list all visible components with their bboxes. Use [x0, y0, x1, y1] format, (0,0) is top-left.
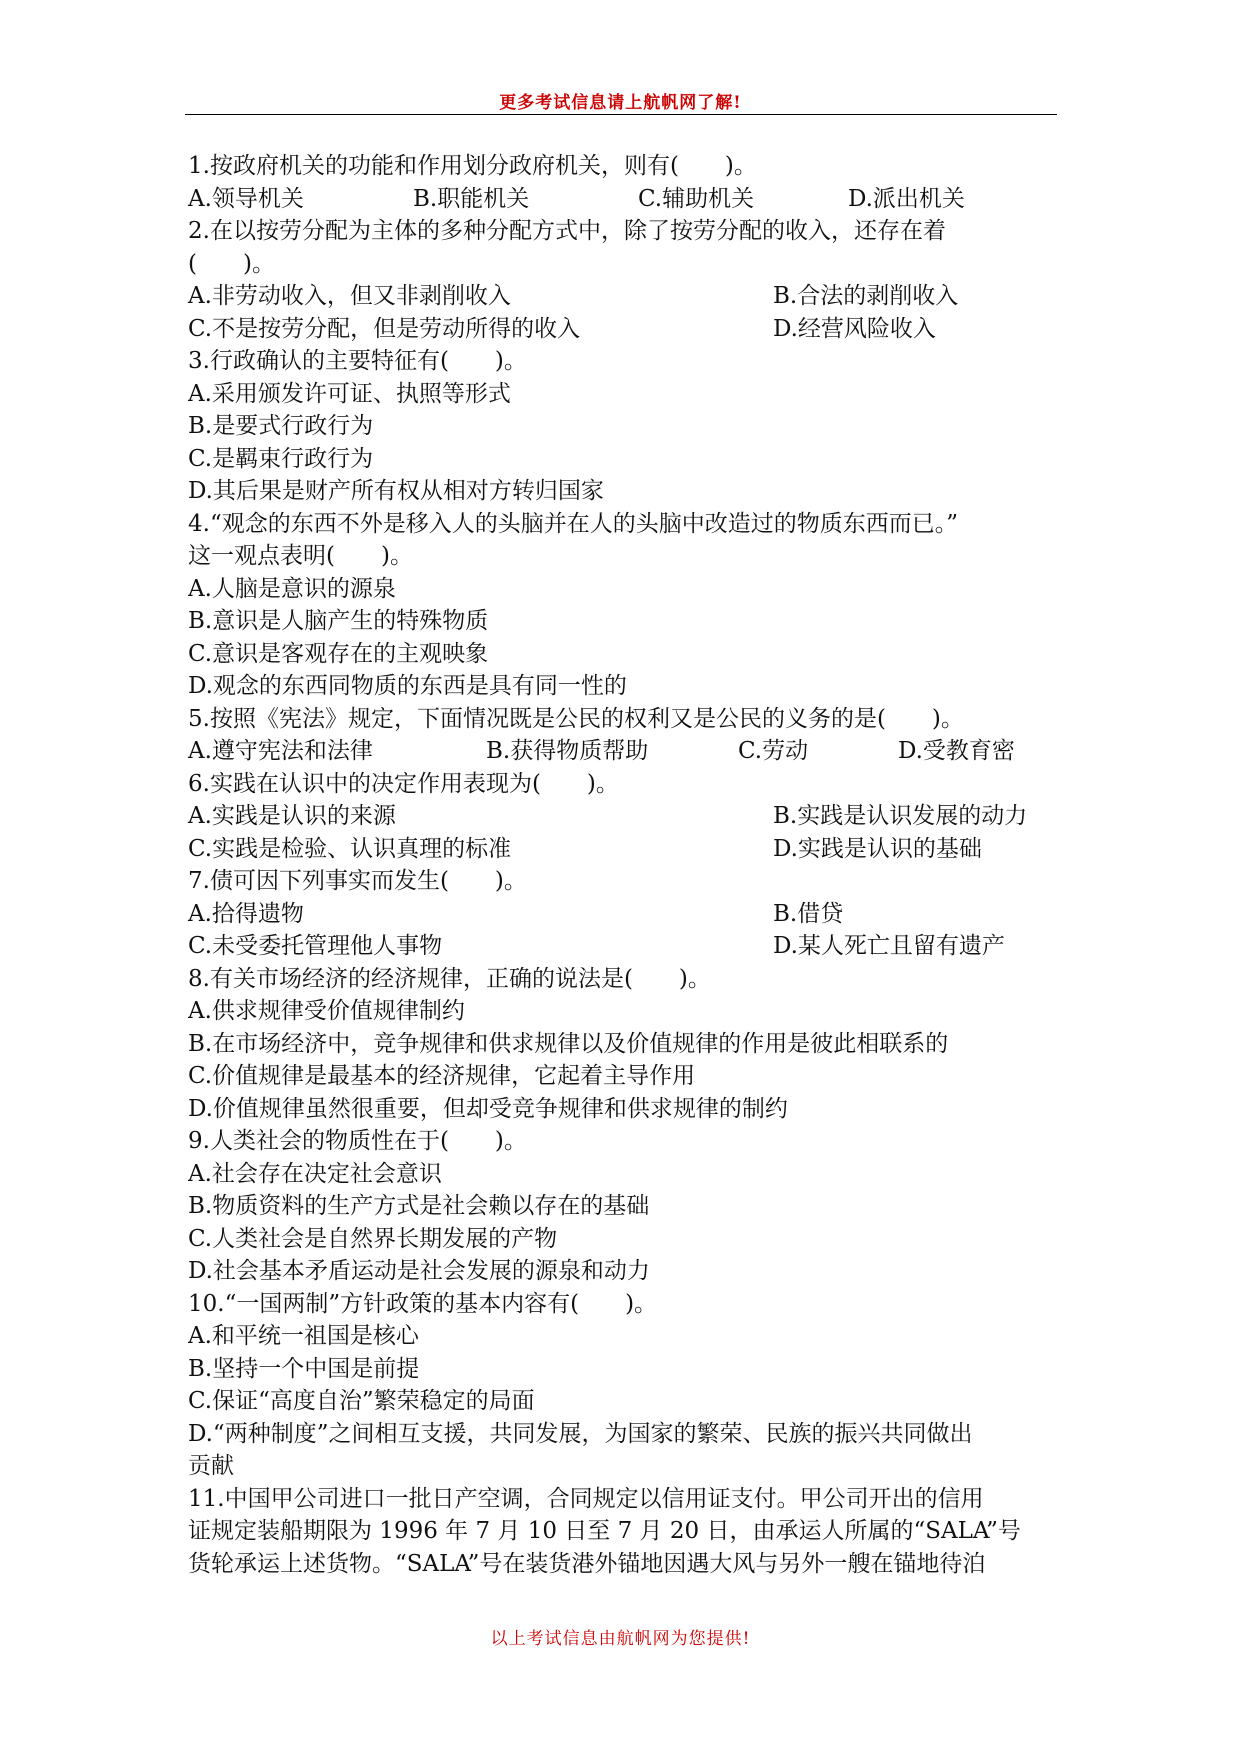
- question-2-stem-cont: ( )。: [188, 250, 275, 277]
- option-d: D.社会基本矛盾运动是社会发展的源泉和动力: [188, 1258, 650, 1284]
- question-6-stem: 6.实践在认识中的决定作用表现为( )。: [188, 770, 619, 797]
- option-c: C.价值规律是最基本的经济规律，它起着主导作用: [188, 1063, 696, 1089]
- question-4-stem: 4.“观念的东西不外是移入人的头脑并在人的头脑中改造过的物质东西而已。”: [188, 510, 958, 537]
- option-a: A.非劳动收入，但又非剥削收入: [188, 283, 511, 309]
- question-5-options: [188, 735, 1060, 768]
- option-b: B.是要式行政行为: [188, 413, 374, 439]
- option-d: D.受教育密: [898, 738, 1015, 764]
- option-a: A.和平统一祖国是核心: [188, 1323, 419, 1349]
- question-5-stem: 5.按照《宪法》规定，下面情况既是公民的权利又是公民的义务的是( )。: [188, 705, 964, 732]
- page-footer-text: 以上考试信息由航帆网为您提供!: [490, 1629, 751, 1649]
- question-list: [188, 150, 1060, 1580]
- question-11-stem-line3: 货轮承运上述货物。“SALA”号在装货港外锚地因遇大风与另外一艘在锚地待泊: [188, 1550, 986, 1577]
- option-d: D.价值规律虽然很重要，但却受竞争规律和供求规律的制约: [188, 1095, 788, 1122]
- option-a: A.领导机关: [188, 185, 304, 212]
- option-c: C.保证“高度自治”繁荣稳定的局面: [188, 1388, 535, 1414]
- option-c: C.意识是客观存在的主观映象: [188, 640, 489, 667]
- option-a: A.实践是认识的来源: [188, 803, 396, 829]
- question-7-options-row1: [188, 898, 1060, 931]
- option-b: B.合法的剥削收入: [773, 283, 959, 309]
- option-b: B.实践是认识发展的动力: [773, 803, 1028, 829]
- question-2-options-row1: [188, 280, 1060, 313]
- option-c: C.未受委托管理他人事物: [188, 933, 443, 959]
- option-d: D.实践是认识的基础: [773, 835, 982, 862]
- question-7-options-row2: [188, 930, 1060, 963]
- question-7-stem: 7.债可因下列事实而发生( )。: [188, 868, 527, 894]
- option-d: D.经营风险收入: [773, 315, 936, 342]
- option-c: C.辅助机关: [638, 185, 755, 212]
- option-a: A.社会存在决定社会意识: [188, 1160, 442, 1187]
- option-d: D.派出机关: [848, 185, 965, 212]
- question-11-stem-line2: 证规定装船期限为 1996 年 7 月 10 日至 7 月 20 日，由承运人所属的“SALA”号: [188, 1518, 1021, 1544]
- question-2-options-row2: [188, 313, 1060, 346]
- option-a: A.采用颁发许可证、执照等形式: [188, 380, 511, 407]
- option-c: C.劳动: [738, 738, 809, 764]
- option-b: B.物质资料的生产方式是社会赖以存在的基础: [188, 1193, 650, 1219]
- option-d: D.某人死亡且留有遗产: [773, 933, 1005, 959]
- option-d-cont: 贡献: [188, 1453, 234, 1479]
- option-c: C.实践是检验、认识真理的标准: [188, 835, 512, 862]
- question-6-options-row2: [188, 833, 1060, 866]
- option-c: C.是羁束行政行为: [188, 445, 374, 472]
- option-c: C.人类社会是自然界长期发展的产物: [188, 1225, 558, 1252]
- option-a: A.遵守宪法和法律: [188, 738, 373, 764]
- option-b: B.意识是人脑产生的特殊物质: [188, 608, 489, 634]
- question-1-options: [188, 183, 1060, 216]
- option-c: C.不是按劳分配，但是劳动所得的收入: [188, 315, 581, 342]
- question-4-stem-cont: 这一观点表明( )。: [188, 543, 413, 569]
- option-b: B.获得物质帮助: [486, 738, 649, 764]
- question-11-stem-line1: 11.中国甲公司进口一批日产空调，合同规定以信用证支付。甲公司开出的信用: [188, 1485, 984, 1512]
- question-6-options-row1: [188, 800, 1060, 833]
- option-b: B.坚持一个中国是前提: [188, 1355, 420, 1382]
- question-8-stem: 8.有关市场经济的经济规律，正确的说法是( )。: [188, 965, 711, 992]
- option-a: A.拾得遗物: [188, 900, 304, 927]
- option-d: D.观念的东西同物质的东西是具有同一性的: [188, 673, 627, 699]
- question-10-stem: 10.“一国两制”方针政策的基本内容有( )。: [188, 1290, 658, 1317]
- option-d: D.其后果是财产所有权从相对方转归国家: [188, 478, 604, 504]
- question-3-stem: 3.行政确认的主要特征有( )。: [188, 348, 527, 374]
- question-2-stem: 2.在以按劳分配为主体的多种分配方式中，除了按劳分配的收入，还存在着: [188, 218, 946, 244]
- question-9-stem: 9.人类社会的物质性在于( )。: [188, 1128, 527, 1154]
- option-b: B.借贷: [773, 900, 844, 927]
- option-b: B.在市场经济中，竞争规律和供求规律以及价值规律的作用是彼此相联系的: [188, 1030, 949, 1057]
- option-a: A.供求规律受价值规律制约: [188, 998, 465, 1024]
- option-b: B.职能机关: [413, 185, 530, 212]
- header-divider: [185, 114, 1057, 115]
- page-header-text: 更多考试信息请上航帆网了解!: [499, 93, 742, 113]
- question-1-stem: 1.按政府机关的功能和作用划分政府机关，则有( )。: [188, 153, 757, 179]
- option-d: D.“两种制度”之间相互支援，共同发展，为国家的繁荣、民族的振兴共同做出: [188, 1420, 973, 1447]
- option-a: A.人脑是意识的源泉: [188, 575, 396, 602]
